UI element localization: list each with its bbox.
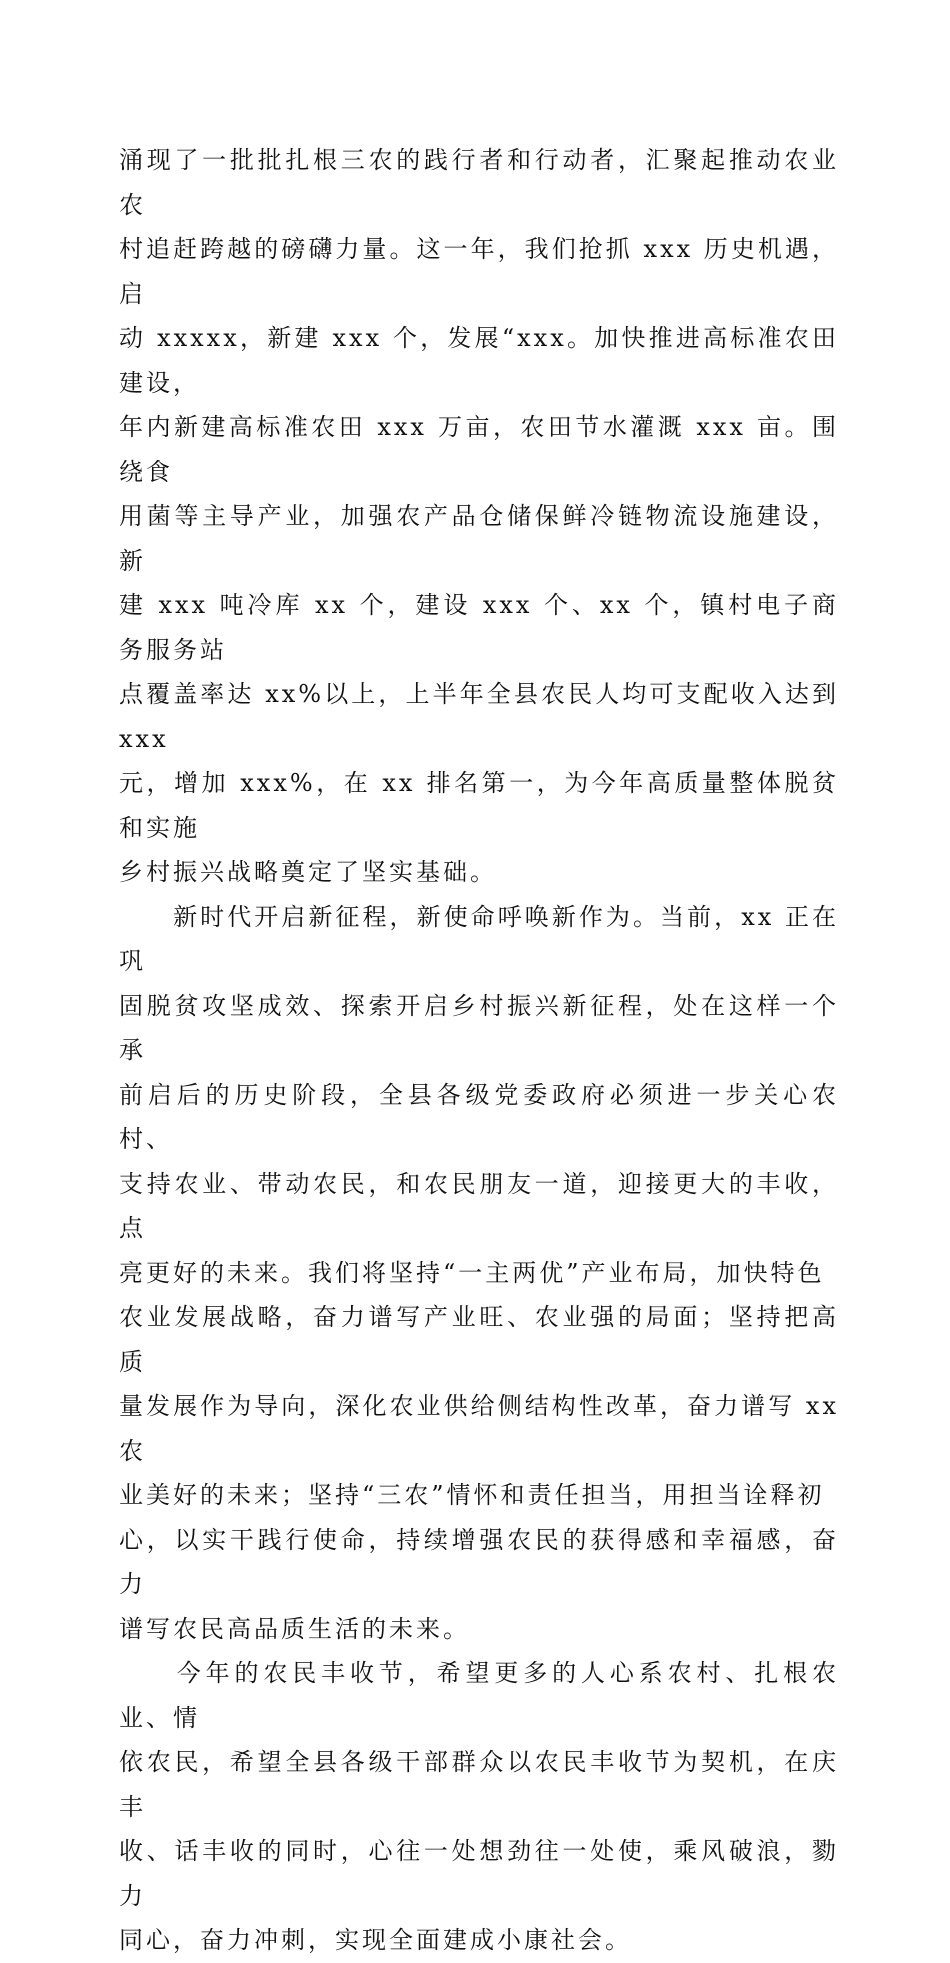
paragraph-2: 新时代开启新征程，新使命呼唤新作为。当前，xx 正在巩 固脱贫攻坚成效、探索开启乡村振兴新征程，处在这样一个承 前启后的历史阶段，全县各级党委政府必须进一步关心农村、 支持农业、带动农民，和农民朋友一道，迎接更大的丰收，点 亮更好的未来。我们将坚持“一主两优”产业布局，加快特色 农业发展战略，奋力谱写产业旺、农业强的局面；坚持把高质 量发展作为导向，深化农业供给侧结构性改革，奋力谱写 xx 农 业美好的未来；坚持“三农”情怀和责任担当，用担当诠释初 心，以实干践行使命，持续增强农民的获得感和幸福感，奋力 谱写农民高品质生活的未来。 [119,902,839,1643]
document-body [119,138,839,1963]
paragraph-3: 今年的农民丰收节，希望更多的人心系农村、扎根农业、情 依农民，希望全县各级干部群众以农民丰收节为契机，在庆丰 收、话丰收的同时，心往一处想劲往一处使，乘风破浪，勠力 同心，奋力冲刺，实现全面建成小康社会。 [119,1659,839,1954]
paragraph-1: 涌现了一批批扎根三农的践行者和行动者，汇聚起推动农业农 村追赶跨越的磅礴力量。这一年，我们抢抓 xxx 历史机遇，启 动 xxxxx，新建 xxx 个，发展“xxx。加快推进高标准农田建设， 年内新建高标准农田 xxx 万亩，农田节水灌溉 xxx 亩。围绕食 用菌等主导产业，加强农产品仓储保鲜冷链物流设施建设，新 建 xxx 吨冷库 xx 个，建设 xxx 个、xx 个，镇村电子商务服务站 点覆盖率达 xx%以上，上半年全县农民人均可支配收入达到 xxx 元，增加 xxx%，在 xx 排名第一，为今年高质量整体脱贫和实施 乡村振兴战略奠定了坚实基础。 [119,146,839,886]
